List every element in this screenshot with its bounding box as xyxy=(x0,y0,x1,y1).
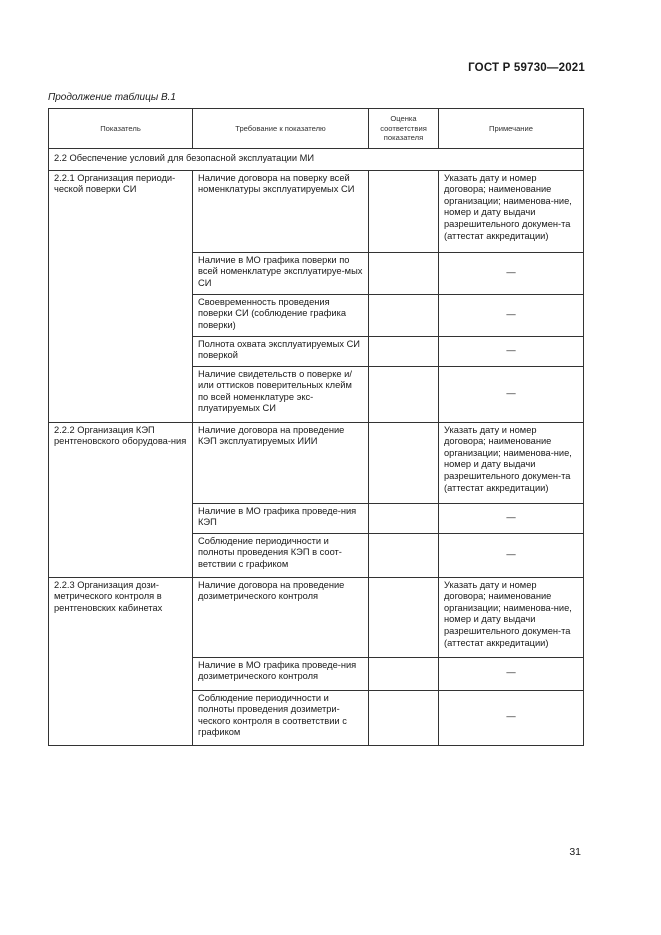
note-cell: — xyxy=(439,252,584,294)
note-cell: — xyxy=(439,366,584,422)
requirement-cell: Наличие договора на проведение дозиметрического контроля xyxy=(193,577,369,657)
assessment-cell xyxy=(369,366,439,422)
document-code: ГОСТ Р 59730—2021 xyxy=(468,62,585,74)
requirement-cell: Наличие договора на поверку всей номенклатуры эксплуатируемых СИ xyxy=(193,170,369,252)
table-caption: Продолжение таблицы В.1 xyxy=(48,92,176,103)
requirement-cell: Своевременность проведения поверки СИ (соблюдение графика поверки) xyxy=(193,294,369,336)
column-header-indicator: Показатель xyxy=(49,109,193,149)
assessment-cell xyxy=(369,170,439,252)
indicators-table xyxy=(48,108,584,746)
assessment-cell xyxy=(369,252,439,294)
note-cell: Указать дату и номер договора; наименование организации; наименова-ние, номер и дату выдачи разрешительного докумен-та (аттестат аккредитации) xyxy=(439,170,584,252)
column-header-requirement: Требование к показателю xyxy=(193,109,369,149)
assessment-cell xyxy=(369,690,439,745)
requirement-cell: Соблюдение периодичности и полноты проведения дозиметри-ческого контроля в соответствии с графиком xyxy=(193,690,369,745)
note-cell: Указать дату и номер договора; наименование организации; наименова-ние, номер и дату выдачи разрешительного докумен-та (аттестат аккредитации) xyxy=(439,577,584,657)
requirement-cell: Наличие в МО графика проведе-ния КЭП xyxy=(193,503,369,533)
note-cell: — xyxy=(439,533,584,577)
assessment-cell xyxy=(369,503,439,533)
table-row xyxy=(49,577,584,657)
column-header-assessment: Оценка соответствия показателя xyxy=(369,109,439,149)
requirement-cell: Полнота охвата эксплуатируемых СИ поверкой xyxy=(193,336,369,366)
table-row xyxy=(49,170,584,252)
requirement-cell: Наличие в МО графика поверки по всей номенклатуре эксплуатируе-мых СИ xyxy=(193,252,369,294)
table-header-row xyxy=(49,109,584,149)
assessment-cell xyxy=(369,336,439,366)
indicator-cell: 2.2.3 Организация дози-метрического контроля в рентгеновских кабинетах xyxy=(49,577,193,745)
column-header-note: Примечание xyxy=(439,109,584,149)
page-number: 31 xyxy=(569,846,581,858)
indicator-cell: 2.2.2 Организация КЭП рентгеновского оборудова-ния xyxy=(49,422,193,577)
section-row xyxy=(49,149,584,171)
table-row xyxy=(49,422,584,503)
assessment-cell xyxy=(369,533,439,577)
note-cell: — xyxy=(439,503,584,533)
assessment-cell xyxy=(369,577,439,657)
note-cell: — xyxy=(439,657,584,690)
requirement-cell: Наличие договора на проведение КЭП эксплуатируемых ИИИ xyxy=(193,422,369,503)
assessment-cell xyxy=(369,657,439,690)
section-title: 2.2 Обеспечение условий для безопасной эксплуатации МИ xyxy=(49,149,584,171)
assessment-cell xyxy=(369,294,439,336)
assessment-cell xyxy=(369,422,439,503)
note-cell: — xyxy=(439,690,584,745)
note-cell: — xyxy=(439,336,584,366)
note-cell: Указать дату и номер договора; наименование организации; наименова-ние, номер и дату выдачи разрешительного докумен-та (аттестат аккредитации) xyxy=(439,422,584,503)
note-cell: — xyxy=(439,294,584,336)
requirement-cell: Наличие в МО графика проведе-ния дозиметрического контроля xyxy=(193,657,369,690)
requirement-cell: Соблюдение периодичности и полноты проведения КЭП в соот-ветствии с графиком xyxy=(193,533,369,577)
requirement-cell: Наличие свидетельств о поверке и/или оттисков поверительных клейм по всей номенклатуре экс-плуатируемых СИ xyxy=(193,366,369,422)
indicator-cell: 2.2.1 Организация периоди-ческой поверки СИ xyxy=(49,170,193,422)
